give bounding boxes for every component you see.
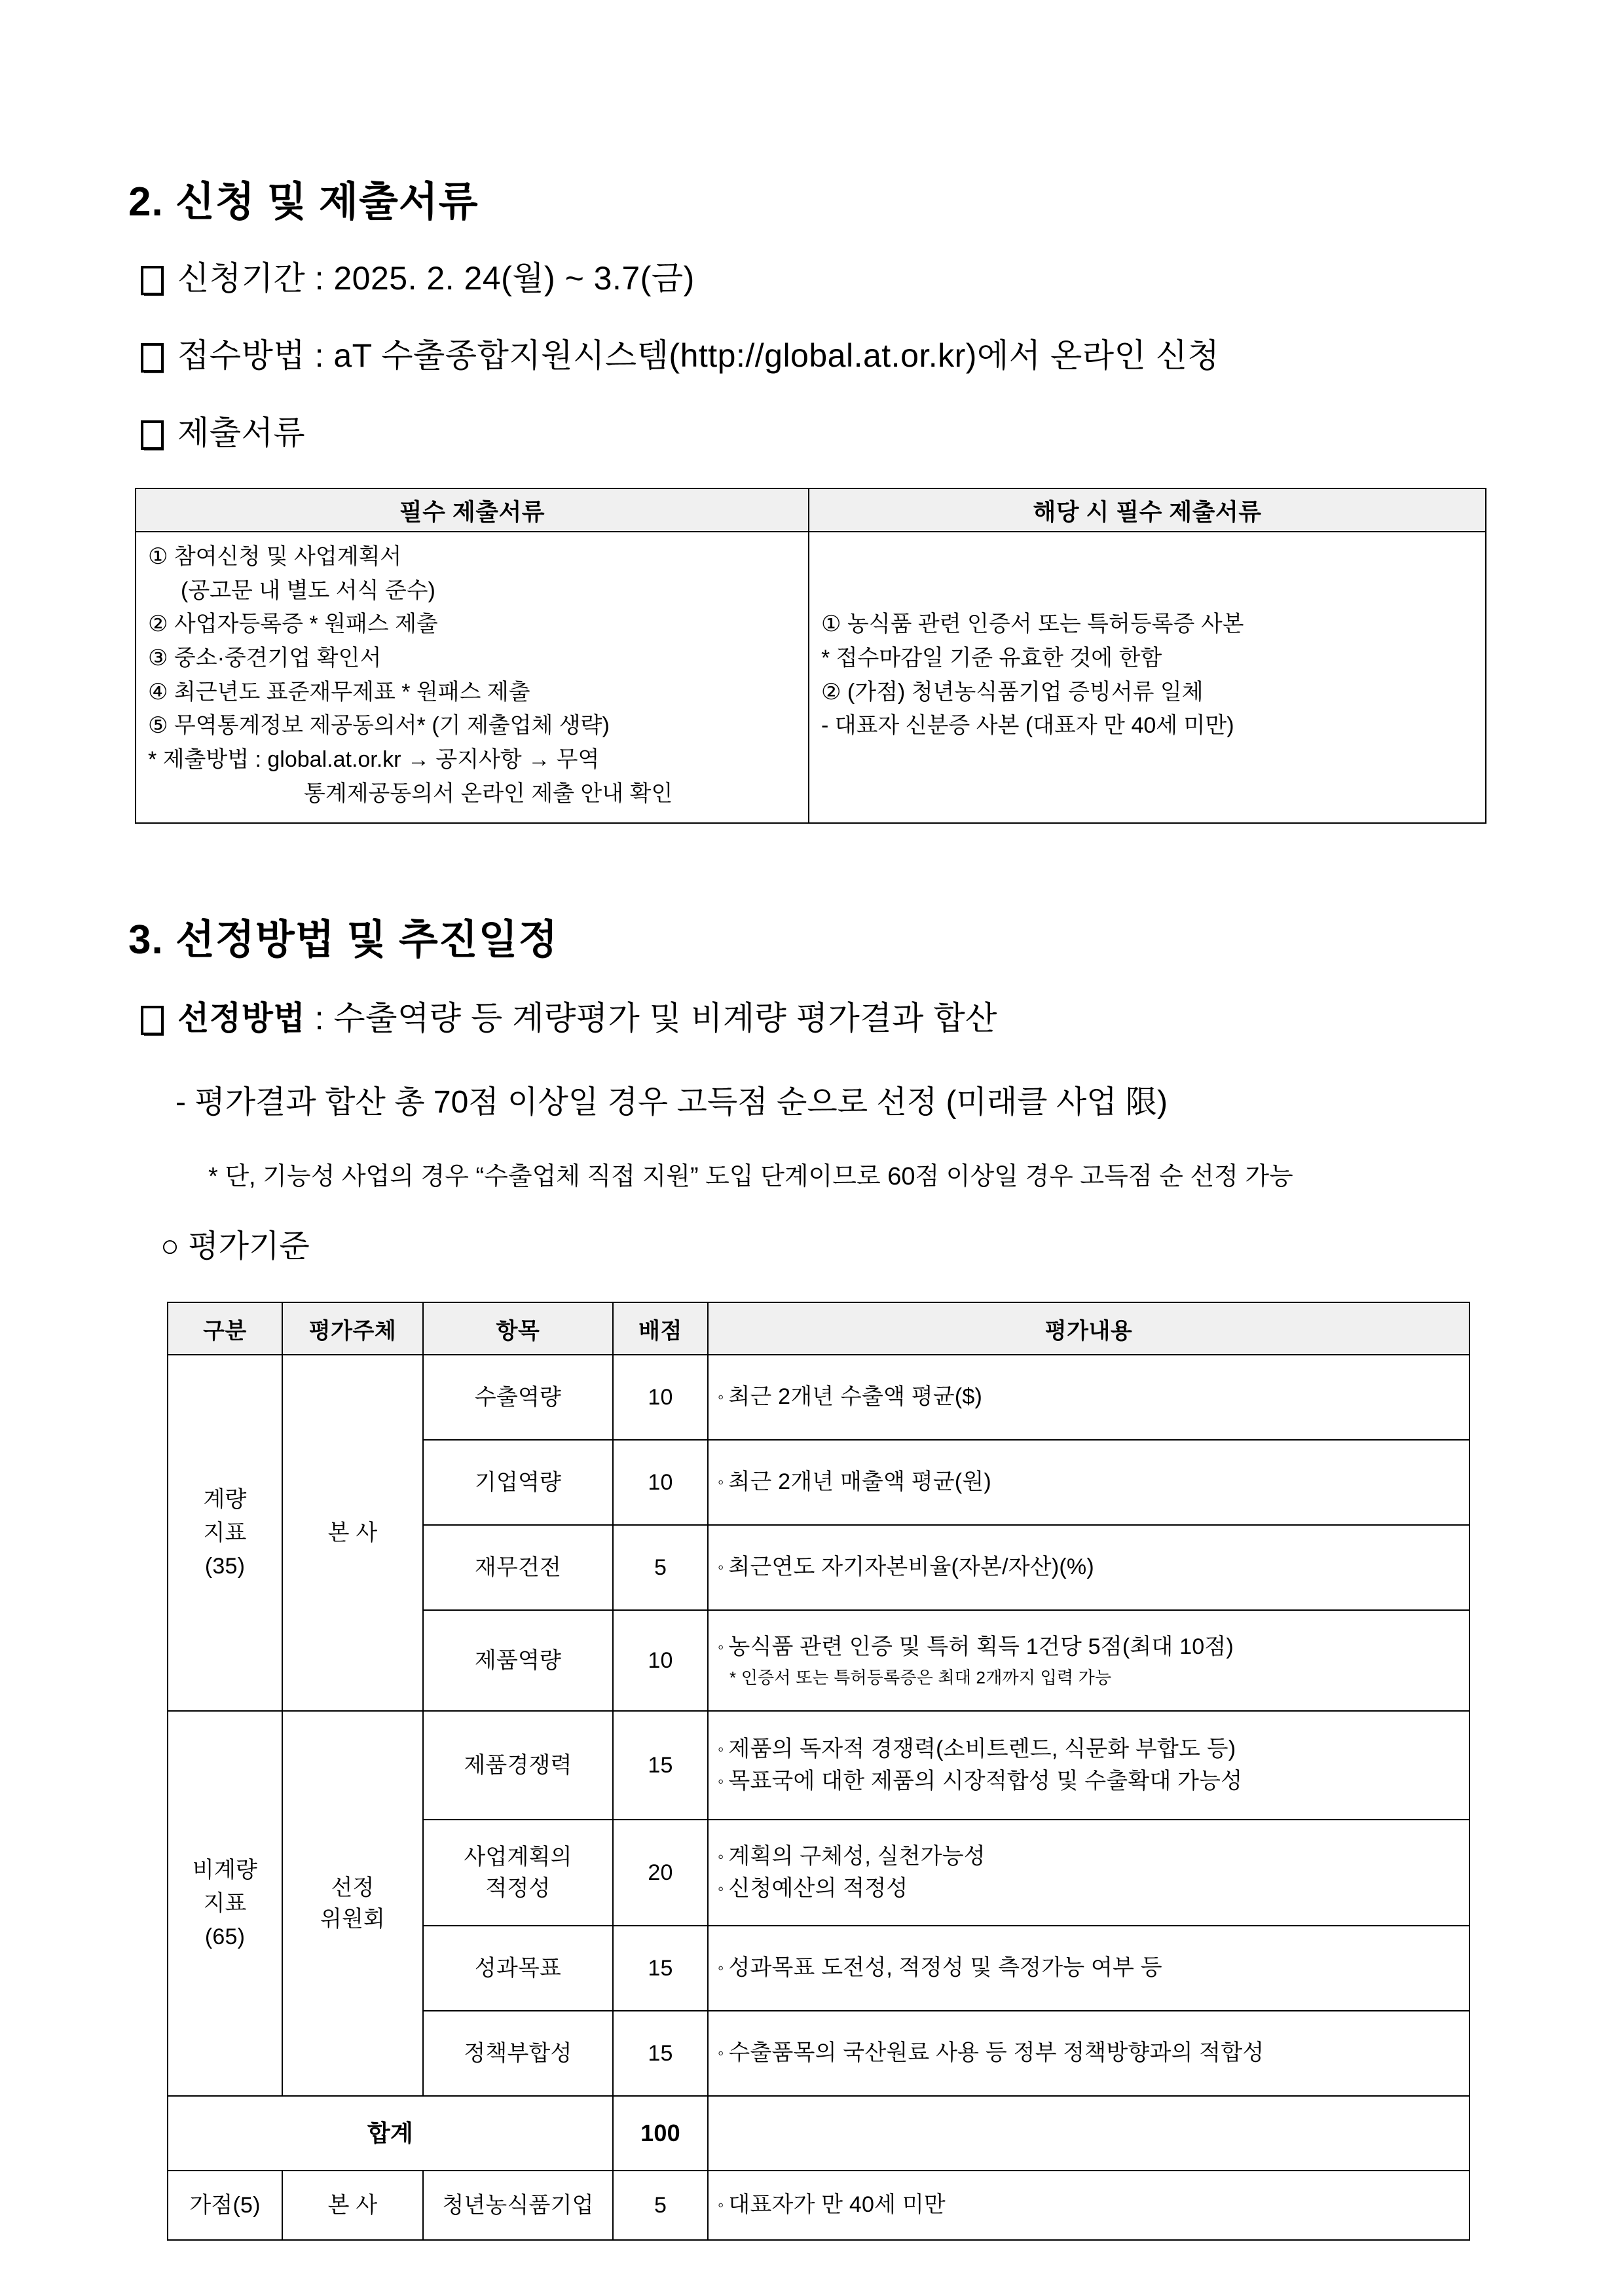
total-description (708, 2096, 1469, 2171)
required-doc-4: ④ 최근년도 표준재무제표 * 원패스 제출 (148, 679, 530, 705)
column-header-evaluator: 평가주체 (282, 1302, 423, 1355)
description-business-plan-adequacy (708, 1820, 1469, 1926)
category-qualitative (168, 1711, 282, 2096)
description-line: ◦ 농식품 관련 인증 및 특허 획득 1건당 5점(최대 10점) (718, 1631, 1461, 1663)
selection-threshold-note: - 평가결과 합산 총 70점 이상일 경우 고득점 순으로 선정 (미래클 사업 限) (175, 1085, 1168, 1120)
item-performance-goal (423, 1926, 613, 2011)
category-line: 계량 (203, 1486, 247, 1512)
score-company-capacity: 10 (613, 1440, 708, 1525)
evaluation-criteria-label: ○ 평가기준 (160, 1229, 310, 1264)
description-line: ◦ 목표국에 대한 제품의 시장적합성 및 수출확대 가능성 (718, 1765, 1461, 1797)
description-policy-alignment (708, 2011, 1469, 2096)
column-header-item: 항목 (423, 1302, 613, 1355)
table-header-row (168, 1302, 1469, 1355)
bullet-application-period-text: 신청기간 : 2025. 2. 24(월) ~ 3.7(금) (177, 260, 695, 297)
documents-table (135, 488, 1486, 824)
checkbox-icon (141, 343, 163, 372)
column-header-category: 구분 (168, 1302, 282, 1355)
evaluator-bonus: 본 사 (282, 2171, 423, 2240)
item-company-capacity (423, 1440, 613, 1525)
bullet-application-period (141, 262, 695, 295)
selection-method-label: 선정방법 (177, 1000, 306, 1037)
bullet-application-method (141, 339, 1219, 372)
score-policy-alignment: 15 (613, 2011, 708, 2096)
evaluator-line: 위원회 (320, 1907, 386, 1932)
conditional-doc-1: ① 농식품 관련 인증서 또는 특허등록증 사본 (821, 612, 1244, 637)
total-label: 합계 (168, 2096, 613, 2171)
table-row (136, 532, 1486, 823)
item-product-capacity (423, 1610, 613, 1711)
score-export-capacity: 10 (613, 1355, 708, 1440)
category-line: 비계량 (192, 1857, 258, 1882)
required-doc-1: ① 참여신청 및 사업계획서 (148, 544, 402, 569)
table-row (168, 1711, 1469, 1820)
description-company-capacity (708, 1440, 1469, 1525)
category-line: 지표 (203, 1890, 247, 1916)
table-row-bonus (168, 2171, 1469, 2240)
description-line: ◦ 성과목표 도전성, 적정성 및 측정가능 여부 등 (718, 1952, 1461, 1984)
item-line: 적정성 (485, 1876, 551, 1901)
bullet-selection-method (141, 1002, 997, 1035)
bullet-application-method-text: 접수방법 : aT 수출종합지원시스템(http://global.at.or.kr)에서 온라인 신청 (177, 337, 1220, 374)
conditional-doc-1-note: * 접수마감일 기준 유효한 것에 한함 (821, 646, 1162, 671)
bullet-submission-documents-text: 제출서류 (177, 414, 306, 451)
column-header-description: 평가내용 (708, 1302, 1469, 1355)
item-line: 수출역량 (474, 1384, 562, 1410)
description-line: ◦ 계획의 구체성, 실천가능성 (718, 1841, 1461, 1873)
evaluator-line: 본 사 (327, 1520, 378, 1545)
category-quantitative (168, 1355, 282, 1711)
item-policy-alignment (423, 2011, 613, 2096)
score-business-plan-adequacy: 20 (613, 1820, 708, 1926)
evaluator-headquarters (282, 1355, 423, 1711)
score-financial-soundness: 5 (613, 1525, 708, 1610)
column-header-score: 배점 (613, 1302, 708, 1355)
item-line: 기업역량 (474, 1469, 562, 1495)
item-product-competitiveness (423, 1711, 613, 1820)
section-2-heading: 2. 신청 및 제출서류 (128, 179, 479, 225)
conditional-doc-2: ② (가점) 청년농식품기업 증빙서류 일체 (821, 679, 1204, 705)
description-line: ◦ 제품의 독자적 경쟁력(소비트렌드, 식문화 부합도 등) (718, 1733, 1461, 1765)
description-line: ◦ 수출품목의 국산원료 사용 등 정부 정책방향과의 적합성 (718, 2037, 1461, 2069)
description-line: ◦ 최근 2개년 매출액 평균(원) (718, 1466, 1461, 1498)
description-export-capacity (708, 1355, 1469, 1440)
evaluator-line: 선정 (331, 1875, 375, 1900)
item-export-capacity (423, 1355, 613, 1440)
selection-method-rest: : 수출역량 등 계량평가 및 비계량 평가결과 합산 (305, 1000, 997, 1037)
item-line: 제품경쟁력 (464, 1752, 572, 1778)
conditional-documents-cell (809, 532, 1486, 823)
item-line: 성과목표 (474, 1955, 562, 1981)
checkbox-icon (141, 266, 163, 295)
required-documents-cell (136, 532, 809, 823)
score-bonus: 5 (613, 2171, 708, 2240)
evaluation-criteria-table (167, 1302, 1470, 2241)
category-line: (65) (204, 1924, 246, 1949)
description-line: ◦ 최근 2개년 수출액 평균($) (718, 1381, 1461, 1413)
required-doc-note-1: * 제출방법 : global.at.or.kr → 공지사항 → 무역 (148, 747, 600, 773)
item-line: 사업계획의 (464, 1844, 572, 1869)
item-line: 제품역량 (474, 1647, 562, 1673)
description-line: ◦ 신청예산의 적정성 (718, 1873, 1461, 1905)
category-line: (35) (204, 1553, 246, 1579)
total-score: 100 (613, 2096, 708, 2171)
required-doc-3: ③ 중소·중견기업 확인서 (148, 646, 382, 671)
score-product-competitiveness: 15 (613, 1711, 708, 1820)
evaluator-selection-committee (282, 1711, 423, 2096)
category-line: 지표 (203, 1520, 247, 1545)
description-line: ◦ 최근연도 자기자본비율(자본/자산)(%) (718, 1551, 1461, 1583)
section-3-heading: 3. 선정방법 및 추진일정 (128, 917, 559, 963)
table-row (168, 1355, 1469, 1440)
item-business-plan-adequacy (423, 1820, 613, 1926)
checkbox-icon (141, 1006, 163, 1035)
description-line: ◦ 대표자가 만 40세 미만 (718, 2189, 1461, 2221)
score-product-capacity: 10 (613, 1610, 708, 1711)
required-doc-note-2: 통계제공동의서 온라인 제출 안내 확인 (304, 780, 673, 806)
bullet-selection-method-text (177, 1002, 997, 1035)
functional-project-note: * 단, 기능성 사업의 경우 “수출업체 직접 지원” 도입 단계이므로 60점 이상일 경우 고득점 순 선정 가능 (208, 1163, 1293, 1190)
description-note: * 인증서 또는 특허등록증은 최대 2개까지 입력 가능 (729, 1667, 1112, 1687)
required-doc-1-sub: (공고문 내 별도 서식 준수) (181, 578, 435, 603)
item-financial-soundness (423, 1525, 613, 1610)
conditional-doc-2-sub: - 대표자 신분증 사본 (대표자 만 40세 미만) (821, 713, 1234, 739)
required-doc-2: ② 사업자등록증 * 원패스 제출 (148, 612, 438, 637)
bullet-submission-documents (141, 416, 305, 449)
category-bonus: 가점(5) (168, 2171, 282, 2240)
table-header-row (136, 488, 1486, 532)
description-bonus (708, 2171, 1469, 2240)
column-header-required: 필수 제출서류 (136, 488, 809, 532)
description-product-competitiveness (708, 1711, 1469, 1820)
required-doc-5: ⑤ 무역통계정보 제공동의서* (기 제출업체 생략) (148, 713, 610, 739)
item-line: 정책부합성 (464, 2040, 572, 2066)
description-product-capacity (708, 1610, 1469, 1711)
checkbox-icon (141, 420, 163, 449)
table-row-total (168, 2096, 1469, 2171)
description-financial-soundness (708, 1525, 1469, 1610)
column-header-conditional: 해당 시 필수 제출서류 (809, 488, 1486, 532)
item-line: 재무건전 (474, 1554, 562, 1580)
item-young-agrifood-company: 청년농식품기업 (423, 2171, 613, 2240)
score-performance-goal: 15 (613, 1926, 708, 2011)
description-performance-goal (708, 1926, 1469, 2011)
